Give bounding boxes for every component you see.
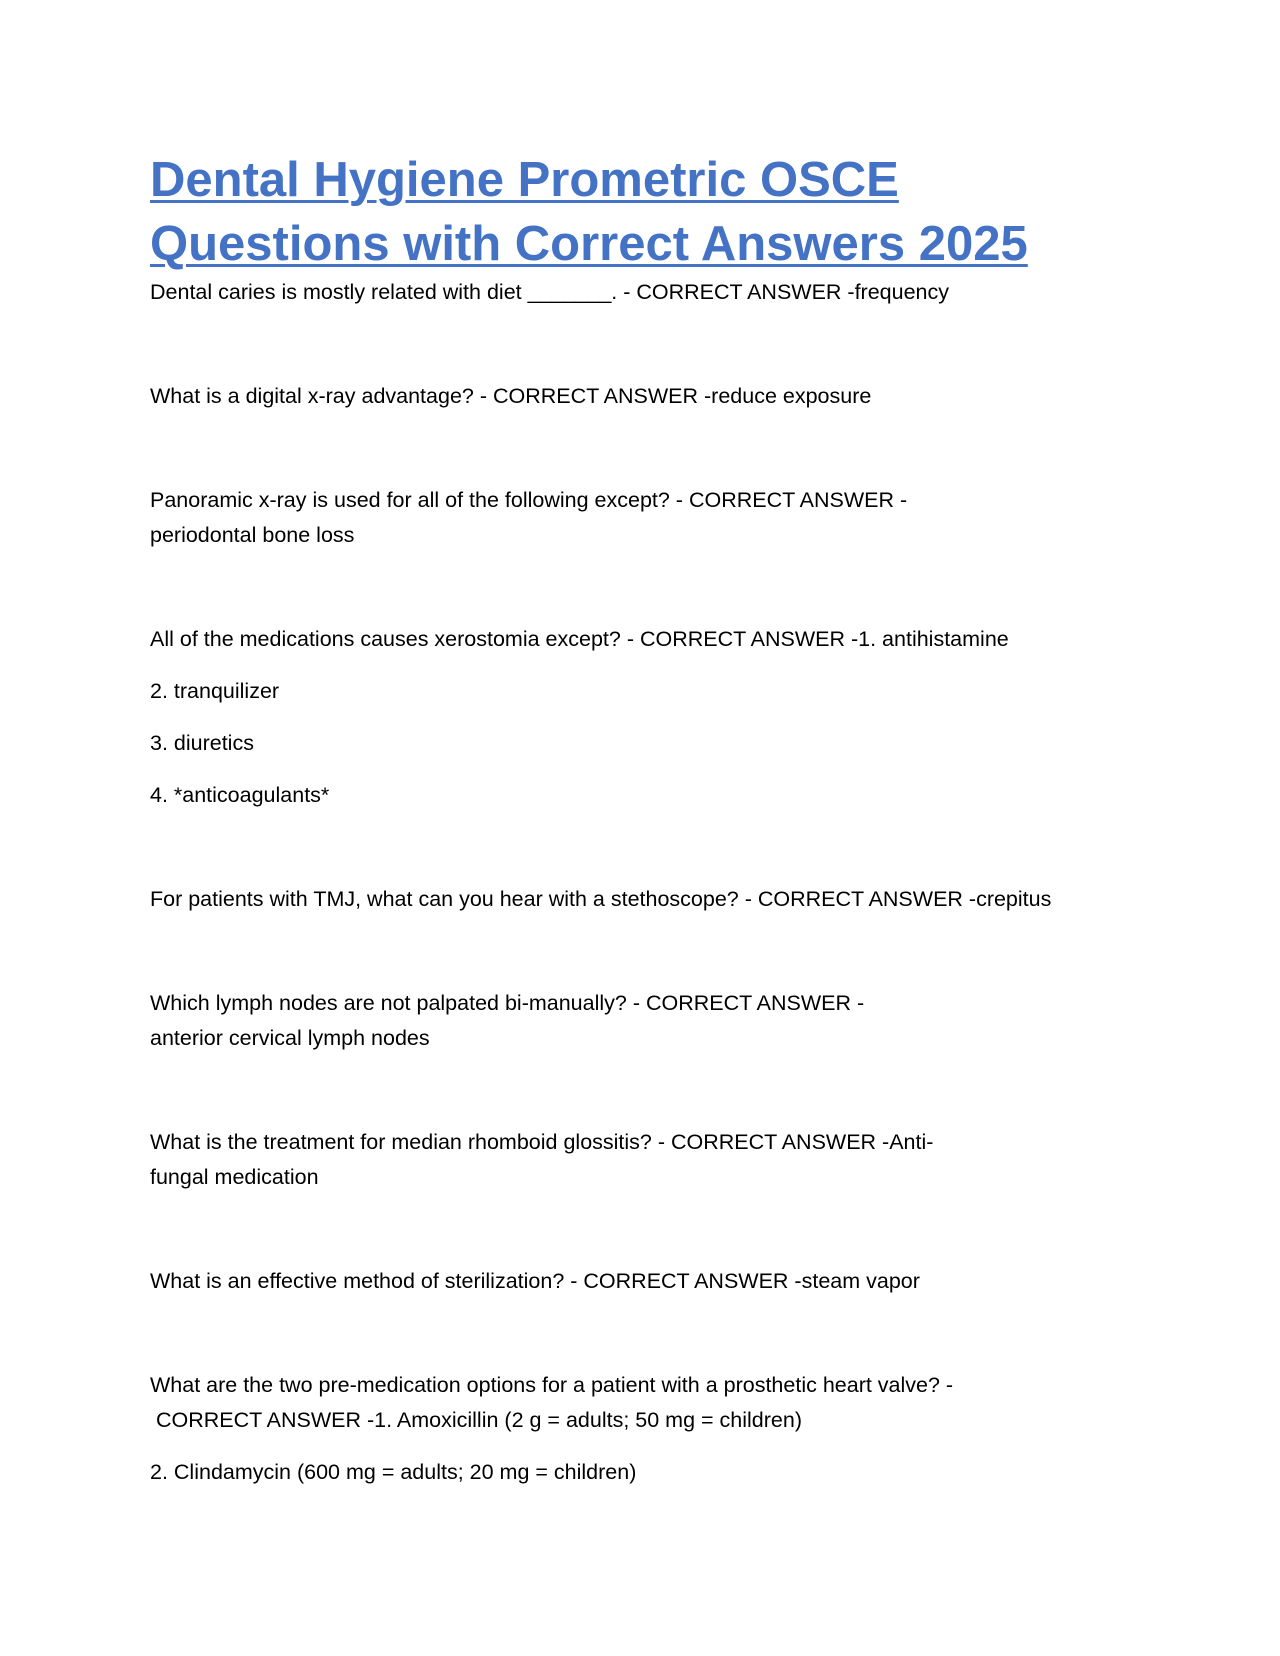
title-line-2[interactable]: Questions with Correct Answers 2025: [150, 217, 1028, 271]
answer-4-option-3: 3. diuretics: [150, 731, 254, 755]
question-1: Dental caries is mostly related with diet _______. - CORRECT ANSWER -frequency: [150, 280, 949, 304]
answer-9-option-2: 2. Clindamycin (600 mg = adults; 20 mg = children): [150, 1460, 637, 1484]
answer-9-option-1: CORRECT ANSWER -1. Amoxicillin (2 g = adults; 50 mg = children): [150, 1408, 802, 1432]
question-9: What are the two pre-medication options for a patient with a prosthetic heart valve? -: [150, 1373, 954, 1397]
question-3: Panoramic x-ray is used for all of the following except? - CORRECT ANSWER -: [150, 488, 908, 512]
question-7: What is the treatment for median rhomboid glossitis? - CORRECT ANSWER -Anti-: [150, 1130, 934, 1154]
answer-4-option-4: 4. *anticoagulants*: [150, 783, 330, 807]
title-line-1[interactable]: Dental Hygiene Prometric OSCE: [150, 153, 899, 207]
answer-4-option-2: 2. tranquilizer: [150, 679, 280, 703]
question-8: What is an effective method of sterilization? - CORRECT ANSWER -steam vapor: [150, 1269, 920, 1293]
document-title[interactable]: [150, 148, 1150, 276]
question-6: Which lymph nodes are not palpated bi-manually? - CORRECT ANSWER -: [150, 991, 865, 1015]
answer-6-continued: anterior cervical lymph nodes: [150, 1026, 430, 1050]
question-4: All of the medications causes xerostomia except? - CORRECT ANSWER -1. antihistamine: [150, 627, 1009, 651]
question-2: What is a digital x-ray advantage? - CORRECT ANSWER -reduce exposure: [150, 384, 872, 408]
question-5: For patients with TMJ, what can you hear with a stethoscope? - CORRECT ANSWER -crepitus: [150, 887, 1052, 911]
answer-3-continued: periodontal bone loss: [150, 523, 355, 547]
answer-7-continued: fungal medication: [150, 1165, 319, 1189]
